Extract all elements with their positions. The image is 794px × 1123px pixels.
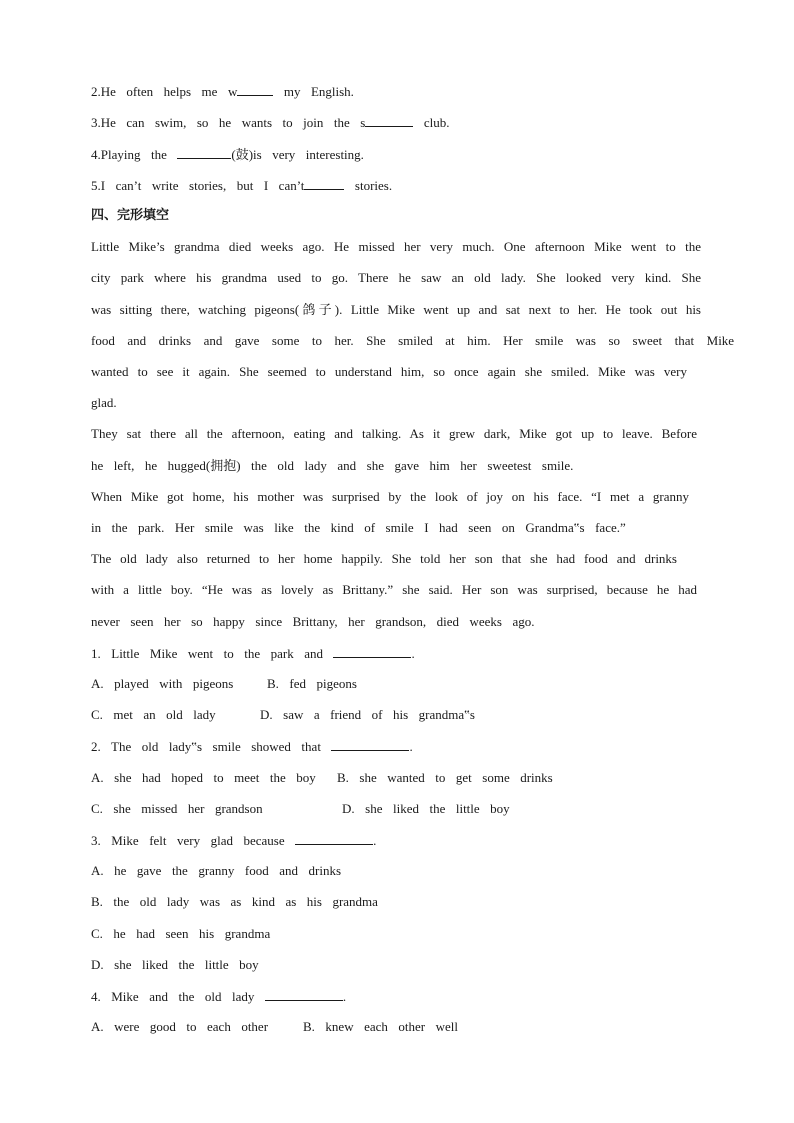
option-a[interactable]: A. were good to each other bbox=[91, 1019, 269, 1034]
answer-blank[interactable] bbox=[333, 645, 411, 658]
answer-blank[interactable] bbox=[304, 177, 344, 190]
option-d[interactable]: D. she liked the little boy bbox=[91, 957, 259, 972]
option-b[interactable]: B. fed pigeons bbox=[267, 676, 357, 691]
question-1-stem bbox=[91, 645, 415, 662]
question-text: 1. Little Mike went to the park and bbox=[91, 646, 334, 661]
answer-blank[interactable] bbox=[365, 114, 413, 127]
fill-in-question-5 bbox=[91, 177, 392, 194]
option-a[interactable]: A. she had hoped to meet the boy bbox=[91, 770, 316, 785]
passage-line: city park where his grandma used to go. There he saw an old lady. She looked very kind. She bbox=[91, 270, 701, 285]
question-text: 4.Playing the bbox=[91, 147, 178, 162]
option-a[interactable]: A. he gave the granny food and drinks bbox=[91, 863, 342, 878]
option-b[interactable]: B. the old lady was as kind as his grandma bbox=[91, 894, 378, 909]
question-text: 4. Mike and the old lady bbox=[91, 989, 265, 1004]
question-text: 2.He often helps me w bbox=[91, 84, 238, 99]
passage-line: never seen her so happy since Brittany, her grandson, died weeks ago. bbox=[91, 614, 535, 629]
passage-line: he left, he hugged(拥抱) the old lady and she gave him her sweetest smile. bbox=[91, 458, 574, 473]
option-a[interactable]: A. played with pigeons bbox=[91, 676, 234, 691]
passage-line: The old lady also returned to her home happily. She told her son that she had food and drinks bbox=[91, 551, 677, 566]
option-b[interactable]: B. knew each other well bbox=[303, 1019, 458, 1034]
option-c[interactable]: C. met an old lady bbox=[91, 707, 216, 722]
answer-blank[interactable] bbox=[177, 146, 231, 159]
passage-line: in the park. Her smile was like the kind of smile I had seen on Grandma‟s face.” bbox=[91, 520, 626, 535]
option-d[interactable]: D. saw a friend of his grandma‟s bbox=[260, 707, 475, 722]
fill-in-question-4 bbox=[91, 146, 364, 163]
answer-blank[interactable] bbox=[295, 832, 373, 845]
question-end: . bbox=[342, 989, 347, 1004]
question-3-stem bbox=[91, 832, 376, 849]
passage-line: glad. bbox=[91, 395, 117, 410]
question-end: . bbox=[373, 833, 377, 848]
fill-in-question-2 bbox=[91, 83, 354, 100]
passage-line: was sitting there, watching pigeons(鸽子). Little Mike went up and sat next to her. He took out his bbox=[91, 302, 701, 317]
option-d[interactable]: D. she liked the little boy bbox=[342, 801, 510, 816]
option-b[interactable]: B. she wanted to get some drinks bbox=[337, 770, 553, 785]
question-text: my English. bbox=[273, 84, 354, 99]
section-title: 四、完形填空 bbox=[91, 208, 170, 223]
passage-line: When Mike got home, his mother was surprised by the look of joy on his face. “I met a granny bbox=[91, 489, 689, 504]
question-text: 3. Mike felt very glad because bbox=[91, 833, 296, 848]
fill-in-question-3 bbox=[91, 114, 449, 131]
question-2-stem bbox=[91, 738, 413, 755]
passage-line: They sat there all the afternoon, eating and talking. As it grew dark, Mike got up to leave. Before bbox=[91, 426, 697, 441]
passage-line: Little Mike’s grandma died weeks ago. He missed her very much. One afternoon Mike went to the bbox=[91, 239, 701, 254]
answer-blank[interactable] bbox=[331, 738, 409, 751]
answer-blank[interactable] bbox=[265, 988, 343, 1001]
question-text: (鼓)is very interesting. bbox=[231, 147, 364, 162]
option-c[interactable]: C. she missed her grandson bbox=[91, 801, 263, 816]
question-text: club. bbox=[413, 115, 450, 130]
question-end: . bbox=[409, 739, 413, 754]
question-text: 3.He can swim, so he wants to join the s bbox=[91, 115, 366, 130]
passage-line: with a little boy. “He was as lovely as Brittany.” she said. Her son was surprised, because he had bbox=[91, 582, 697, 597]
option-c[interactable]: C. he had seen his grandma bbox=[91, 926, 271, 941]
question-text: 5.I can’t write stories, but I can’t bbox=[91, 178, 305, 193]
question-text: stories. bbox=[344, 178, 393, 193]
answer-blank[interactable] bbox=[237, 83, 273, 96]
passage-line: food and drinks and gave some to her. She smiled at him. Her smile was so sweet that Mike bbox=[91, 333, 735, 348]
question-end: . bbox=[411, 646, 415, 661]
passage-line: wanted to see it again. She seemed to understand him, so once again she smiled. Mike was very bbox=[91, 364, 687, 379]
question-4-stem bbox=[91, 988, 346, 1005]
question-text: 2. The old lady‟s smile showed that bbox=[91, 739, 332, 754]
